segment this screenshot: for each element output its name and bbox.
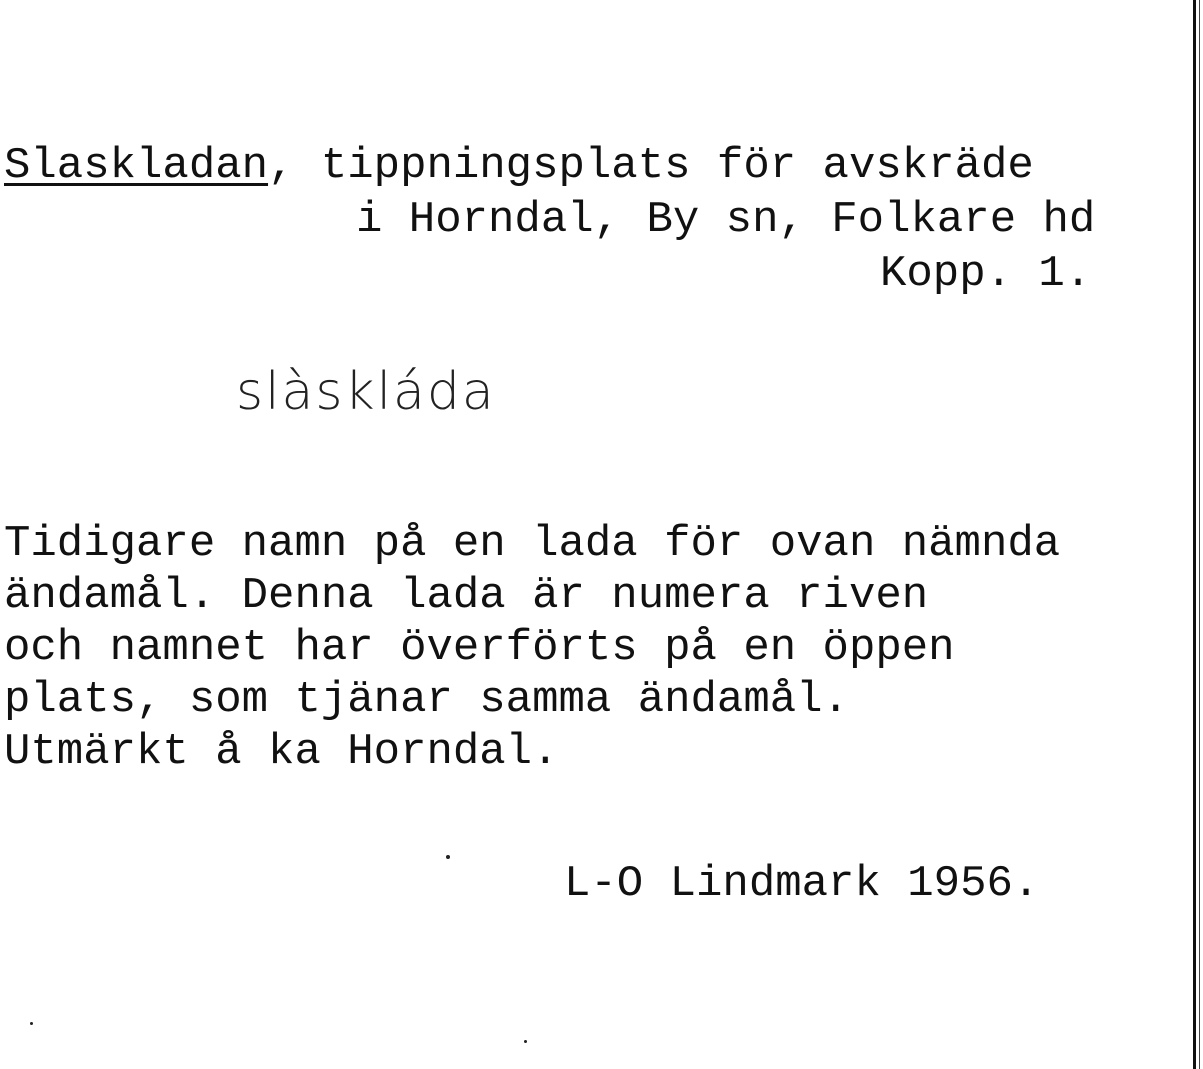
ink-speck [446,855,450,859]
body-line-4: plats, som tjänar samma ändamål. [4,675,849,725]
handwritten-pronunciation: slàskláda [236,362,496,422]
body-line-5: Utmärkt å ka Horndal. [4,727,559,777]
body-line-1: Tidigare namn på en lada för ovan nämnda [4,519,1061,569]
card-edge [1193,0,1196,1069]
signature: L-O Lindmark 1956. [564,859,1040,909]
ink-speck [30,1022,33,1025]
map-reference: Kopp. 1. [880,249,1092,299]
heading-line-1 [4,140,1034,192]
headword: Slaskladan [4,141,269,191]
heading-description: , tippningsplats för avskräde [268,141,1034,191]
body-line-3: och namnet har överförts på en öppen [4,623,955,673]
location-line: i Horndal, By sn, Folkare hd [356,195,1096,245]
ink-speck [524,1040,527,1043]
body-line-2: ändamål. Denna lada är numera riven [4,571,929,621]
card-edge-shadow [1199,0,1200,1069]
